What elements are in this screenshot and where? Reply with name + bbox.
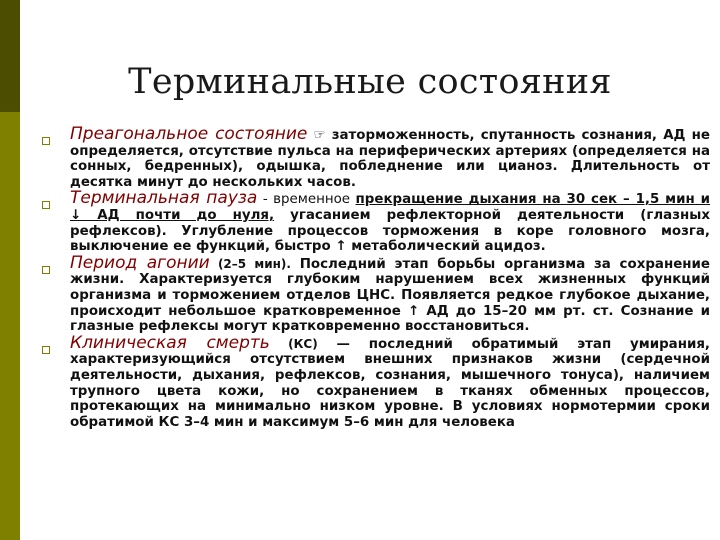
page-title: Терминальные состояния <box>128 62 612 102</box>
square-bullet-icon <box>42 266 50 274</box>
square-bullet-icon <box>42 137 50 145</box>
bullet-item <box>40 332 711 431</box>
term-label: Период агонии <box>70 252 210 273</box>
bullet-text: — последний обратимый этап умирания, характеризующийся отсутствием внешних признаков жизни (сердечной деятельности, дыхания, рефлексов, сознания, мышечного тонуса), наличием трупного цвета кожи, но сохранением в тканях обменных процессов, протекающих на минимально низком уровне. В условиях нормотермии сроки обратимой КС 3–4 мин и максимум 5–6 мин для человека <box>70 336 711 430</box>
bullet-paren: (КС) <box>269 336 318 351</box>
term-label: Преагональное состояние <box>70 124 308 144</box>
bullet-text: Последний этап борьбы организма за сохранение жизни. Характеризуется глубоким нарушением всех жизненных функций организма и торможением отделов ЦНС. Появляется редкое глубокое дыхание, происходит небольшое кратковременное ↑ АД до 15–20 мм рт. ст. Сознание и глазные рефлексы могут кратковременно восстановиться. <box>70 256 711 335</box>
sidebar-bar <box>0 0 20 540</box>
bullet-text: заторможенность, спутанность сознания, АД не определяется, отсутствие пульса на периферических артериях (определяется на сонных, бедренных), одышка, побледнение или цианоз. Длительность от десятка минут до нескольких часов. <box>70 128 710 190</box>
term-label: Клиническая смерть <box>70 332 270 353</box>
bullet-text-underlined: прекращение дыхания на 30 сек – 1,5 мин и ↓ АД почти до нуля, <box>70 192 711 223</box>
bullet-item <box>40 252 711 335</box>
bullet-text: угасанием рефлекторной деятельности (глазных рефлексов). Углубление процессов торможения в коре головного мозга, выключение ее функций, быстро ↑ метаболический ацидоз. <box>70 207 710 255</box>
bullet-list <box>40 124 711 431</box>
bullet-item <box>40 188 711 255</box>
pointing-hand-icon: ☞ <box>313 128 326 143</box>
bullet-item <box>40 124 710 190</box>
term-label: Терминальная пауза <box>70 188 258 209</box>
square-bullet-icon <box>42 346 50 354</box>
sidebar-bar-dark-segment <box>0 0 20 112</box>
bullet-paren: (2–5 мин). <box>209 256 291 271</box>
square-bullet-icon <box>42 201 50 209</box>
bullet-text: - временное <box>257 192 356 208</box>
